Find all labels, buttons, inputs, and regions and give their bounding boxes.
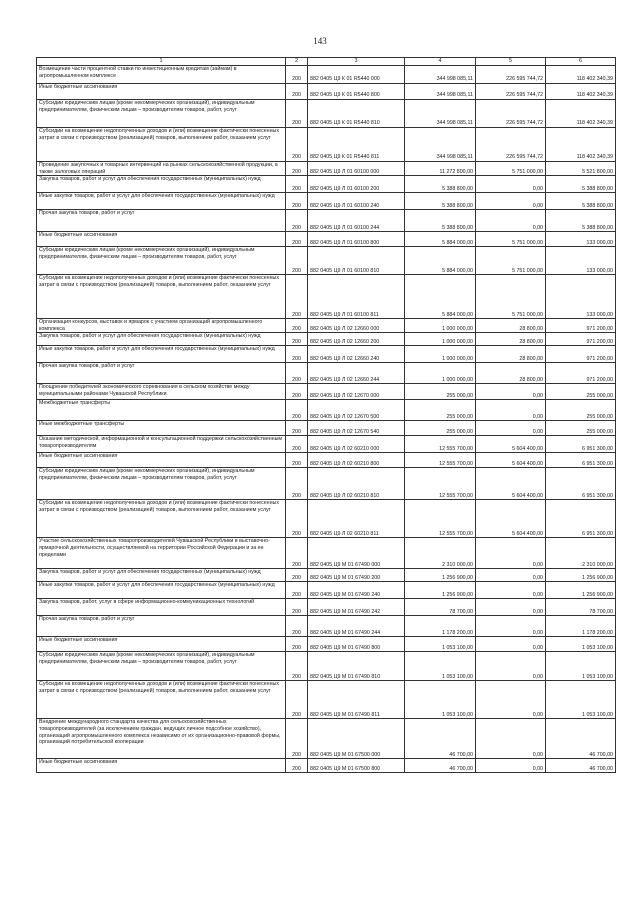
row-assigned: 1 000 000,00 — [405, 319, 476, 333]
page-number: 143 — [313, 36, 327, 46]
table-row — [37, 759, 616, 773]
row-gr: 200 — [286, 275, 308, 319]
row-assigned: 1 256 900,00 — [405, 569, 476, 582]
row-assigned: 12 555 700,00 — [405, 500, 476, 538]
row-name: Иные бюджетные ассигнования — [37, 453, 286, 468]
row-gr: 200 — [286, 346, 308, 363]
row-code: 882 0405 Ц9 Л 02 12670 540 — [308, 421, 405, 436]
row-assigned: 5 884 000,00 — [405, 247, 476, 275]
table-row — [37, 232, 616, 247]
row-executed: 5 751 000,00 — [476, 275, 546, 319]
row-remainder: 255 000,00 — [546, 400, 616, 421]
row-code: 882 0405 Ц9 Л 02 12670 500 — [308, 400, 405, 421]
row-assigned: 5 388 800,00 — [405, 210, 476, 232]
row-executed: 0,00 — [476, 176, 546, 193]
row-remainder: 255 000,00 — [546, 421, 616, 436]
table-row — [37, 247, 616, 275]
row-remainder: 6 951 300,00 — [546, 468, 616, 500]
row-code: 882 0405 Ц9 М 01 67490 240 — [308, 582, 405, 599]
table-row — [37, 176, 616, 193]
row-name: Закупка товаров, работ и услуг для обеспечения государственных (муниципальных) нужд — [37, 333, 286, 346]
table-row — [37, 84, 616, 100]
row-assigned: 255 000,00 — [405, 421, 476, 436]
row-name: Прочая закупка товаров, работ и услуг — [37, 363, 286, 384]
row-name: Иные закупки товаров, работ и услуг для обеспечения государственных (муниципальных) нужд — [37, 346, 286, 363]
row-gr: 200 — [286, 66, 308, 84]
row-code: 882 0405 Ц9 Л 02 60210 810 — [308, 468, 405, 500]
row-remainder: 6 951 300,00 — [546, 500, 616, 538]
row-remainder: 5 521 800,00 — [546, 162, 616, 176]
row-gr: 200 — [286, 599, 308, 616]
row-assigned: 46 700,00 — [405, 719, 476, 759]
table-row — [37, 421, 616, 436]
row-executed: 28 800,00 — [476, 346, 546, 363]
row-name: Иные закупки товаров, работ и услуг для обеспечения государственных (муниципальных) нужд — [37, 193, 286, 210]
row-assigned: 11 272 800,00 — [405, 162, 476, 176]
row-executed: 0,00 — [476, 384, 546, 400]
row-remainder: 971 200,00 — [546, 333, 616, 346]
row-code: 882 0405 Ц9 Л 01 60100 811 — [308, 275, 405, 319]
row-remainder: 5 388 800,00 — [546, 176, 616, 193]
table-row — [37, 582, 616, 599]
table-row — [37, 193, 616, 210]
row-name: Иные бюджетные ассигнования — [37, 759, 286, 773]
row-remainder: 1 053 100,00 — [546, 637, 616, 652]
row-code: 882 0405 Ц9 Л 01 60100 000 — [308, 162, 405, 176]
row-code: 882 0405 Ц9 Л 01 60100 244 — [308, 210, 405, 232]
row-gr: 200 — [286, 500, 308, 538]
row-gr: 200 — [286, 84, 308, 100]
row-executed: 226 595 744,72 — [476, 66, 546, 84]
row-executed: 5 604 400,00 — [476, 436, 546, 453]
row-gr: 200 — [286, 128, 308, 162]
row-assigned: 344 998 085,11 — [405, 84, 476, 100]
row-gr: 200 — [286, 652, 308, 681]
row-executed: 0,00 — [476, 421, 546, 436]
row-code: 882 0405 Ц9 Л 02 60210 800 — [308, 453, 405, 468]
row-gr: 200 — [286, 333, 308, 346]
row-code: 882 0405 Ц9 М 01 67490 800 — [308, 637, 405, 652]
table-row — [37, 599, 616, 616]
table-row — [37, 333, 616, 346]
row-executed: 28 800,00 — [476, 363, 546, 384]
row-executed: 226 595 744,72 — [476, 84, 546, 100]
row-name: Иные межбюджетные трансферты — [37, 421, 286, 436]
row-gr: 200 — [286, 637, 308, 652]
column-number-row — [37, 58, 616, 66]
column-number: 5 — [476, 58, 546, 66]
row-gr: 200 — [286, 247, 308, 275]
row-code: 882 0405 Ц9 М 01 67490 810 — [308, 652, 405, 681]
column-number: 3 — [308, 58, 405, 66]
row-gr: 200 — [286, 232, 308, 247]
row-name: Субсидии юридическим лицам (кроме некоммерческих организаций), индивидуальным предпринимателям, физическим лицам – производителям товаров, работ, услуг — [37, 468, 286, 500]
table-row — [37, 652, 616, 681]
row-remainder: 1 178 200,00 — [546, 616, 616, 637]
row-assigned: 1 000 000,00 — [405, 363, 476, 384]
row-gr: 200 — [286, 453, 308, 468]
table-row — [37, 719, 616, 759]
row-assigned: 1 178 200,00 — [405, 616, 476, 637]
row-assigned: 344 998 085,11 — [405, 100, 476, 128]
row-remainder: 133 000,00 — [546, 232, 616, 247]
row-assigned: 78 700,00 — [405, 599, 476, 616]
row-code: 882 0405 Ц9 М 01 67490 200 — [308, 569, 405, 582]
row-remainder: 78 700,00 — [546, 599, 616, 616]
table-row — [37, 538, 616, 569]
row-code: 882 0405 Ц9 Л 02 12660 240 — [308, 346, 405, 363]
row-code: 882 0405 Ц9 М 01 67500 800 — [308, 759, 405, 773]
table-row — [37, 100, 616, 128]
row-assigned: 1 053 100,00 — [405, 681, 476, 719]
row-code: 882 0405 Ц9 Л 02 60210 811 — [308, 500, 405, 538]
row-assigned: 12 555 700,00 — [405, 468, 476, 500]
row-executed: 5 604 400,00 — [476, 468, 546, 500]
row-executed: 0,00 — [476, 637, 546, 652]
row-code: 882 0405 Ц9 Л 02 12660 244 — [308, 363, 405, 384]
row-code: 882 0405 Ц9 Л 02 12660 000 — [308, 319, 405, 333]
row-assigned: 5 388 800,00 — [405, 193, 476, 210]
row-name: Закупка товаров, работ, услуг в сфере информационно-коммуникационных технологий — [37, 599, 286, 616]
table-row — [37, 319, 616, 333]
row-name: Закупка товаров, работ и услуг для обеспечения государственных (муниципальных) нужд — [37, 569, 286, 582]
table-row — [37, 468, 616, 500]
row-name: Поощрение победителей экономического соревнования в сельском хозяйстве между муниципальными районами Чувашской Республики — [37, 384, 286, 400]
row-code: 882 0405 Ц9 Л 01 60100 240 — [308, 193, 405, 210]
row-remainder: 133 000,00 — [546, 247, 616, 275]
row-executed: 5 751 000,00 — [476, 247, 546, 275]
row-remainder: 118 402 340,39 — [546, 100, 616, 128]
row-code: 882 0405 Ц9 М 01 67490 000 — [308, 538, 405, 569]
row-executed: 28 800,00 — [476, 333, 546, 346]
row-name: Участие сельскохозяйственных товаропроизводителей Чувашской Республики в выставочно-ярмарочной деятельности, осуществляемой на территории Российской Федерации и за ее пределами — [37, 538, 286, 569]
row-executed: 226 595 744,72 — [476, 128, 546, 162]
row-remainder: 1 053 100,00 — [546, 681, 616, 719]
row-gr: 200 — [286, 582, 308, 599]
row-executed: 226 595 744,72 — [476, 100, 546, 128]
budget-table — [36, 57, 616, 773]
row-executed: 0,00 — [476, 193, 546, 210]
row-remainder: 971 200,00 — [546, 346, 616, 363]
row-assigned: 1 000 000,00 — [405, 346, 476, 363]
row-code: 882 0405 Ц9 К 01 R5440 811 — [308, 128, 405, 162]
row-gr: 200 — [286, 176, 308, 193]
row-assigned: 46 700,00 — [405, 759, 476, 773]
table-row — [37, 637, 616, 652]
row-code: 882 0405 Ц9 М 01 67500 000 — [308, 719, 405, 759]
table-row — [37, 162, 616, 176]
table-row — [37, 400, 616, 421]
row-name: Субсидии на возмещение недополученных доходов и (или) возмещение фактически понесенных затрат в связи с производством (реализацией) товаров, выполнением работ, оказанием услуг — [37, 128, 286, 162]
row-executed: 5 604 400,00 — [476, 500, 546, 538]
row-executed: 0,00 — [476, 681, 546, 719]
row-remainder: 1 053 100,00 — [546, 652, 616, 681]
row-name: Оказание методической, информационной и консультационной поддержки сельскохозяйственным товаропроизводителям — [37, 436, 286, 453]
row-gr: 200 — [286, 616, 308, 637]
row-remainder: 6 951 300,00 — [546, 453, 616, 468]
row-gr: 200 — [286, 681, 308, 719]
row-assigned: 2 310 000,00 — [405, 538, 476, 569]
row-code: 882 0405 Ц9 К 01 R5440 000 — [308, 66, 405, 84]
row-remainder: 5 388 800,00 — [546, 193, 616, 210]
row-gr: 200 — [286, 162, 308, 176]
row-code: 882 0405 Ц9 Л 02 60210 000 — [308, 436, 405, 453]
row-code: 882 0405 Ц9 Л 01 60100 800 — [308, 232, 405, 247]
row-code: 882 0405 Ц9 М 01 67490 242 — [308, 599, 405, 616]
row-gr: 200 — [286, 363, 308, 384]
table-row — [37, 616, 616, 637]
row-assigned: 344 998 085,11 — [405, 128, 476, 162]
row-remainder: 2 310 000,00 — [546, 538, 616, 569]
table-row — [37, 500, 616, 538]
table-row — [37, 66, 616, 84]
row-executed: 0,00 — [476, 538, 546, 569]
row-remainder: 118 402 340,39 — [546, 66, 616, 84]
row-gr: 200 — [286, 210, 308, 232]
row-gr: 200 — [286, 436, 308, 453]
row-name: Внедрение международного стандарта качества для сельскохозяйственных товаропроизводителей (за исключением граждан, ведущих личное подсобное хозяйство), организаций агропромышленного комплекса независимо от их организационно-правовой формы, организаций потребительской кооперации — [37, 719, 286, 759]
row-gr: 200 — [286, 569, 308, 582]
row-code: 882 0405 Ц9 К 01 R5440 800 — [308, 84, 405, 100]
row-remainder: 46 700,00 — [546, 759, 616, 773]
column-number: 4 — [405, 58, 476, 66]
row-name: Субсидии юридическим лицам (кроме некоммерческих организаций), индивидуальным предпринимателям, физическим лицам – производителям товаров, работ, услуг — [37, 247, 286, 275]
row-name: Субсидии на возмещение недополученных доходов и (или) возмещение фактически понесенных затрат в связи с производством (реализацией) товаров, выполнением работ, оказанием услуг — [37, 275, 286, 319]
row-remainder: 1 256 900,00 — [546, 582, 616, 599]
row-name: Субсидии юридическим лицам (кроме некоммерческих организаций), индивидуальным предпринимателям, физическим лицам – производителям товаров, работ, услуг — [37, 652, 286, 681]
row-code: 882 0405 Ц9 Л 02 12660 200 — [308, 333, 405, 346]
row-executed: 5 751 000,00 — [476, 162, 546, 176]
row-code: 882 0405 Ц9 М 01 67490 811 — [308, 681, 405, 719]
table-row — [37, 384, 616, 400]
row-executed: 5 751 000,00 — [476, 232, 546, 247]
row-executed: 5 604 400,00 — [476, 453, 546, 468]
row-assigned: 12 555 700,00 — [405, 436, 476, 453]
row-name: Возмещение части процентной ставки по инвестиционным кредитам (займам) в агропромышленном комплексе — [37, 66, 286, 84]
row-gr: 200 — [286, 384, 308, 400]
row-executed: 0,00 — [476, 616, 546, 637]
table-row — [37, 453, 616, 468]
row-executed: 0,00 — [476, 400, 546, 421]
row-name: Организация конкурсов, выставок и ярмарок с участием организаций агропромышленного комплекса — [37, 319, 286, 333]
row-executed: 0,00 — [476, 759, 546, 773]
row-assigned: 1 256 900,00 — [405, 582, 476, 599]
row-remainder: 5 388 800,00 — [546, 210, 616, 232]
row-assigned: 344 998 085,11 — [405, 66, 476, 84]
table-row — [37, 210, 616, 232]
row-gr: 200 — [286, 468, 308, 500]
row-remainder: 118 402 340,39 — [546, 128, 616, 162]
row-name: Иные бюджетные ассигнования — [37, 232, 286, 247]
table-row — [37, 128, 616, 162]
table-row — [37, 569, 616, 582]
row-gr: 200 — [286, 759, 308, 773]
table-row — [37, 681, 616, 719]
row-assigned: 5 388 800,00 — [405, 176, 476, 193]
table-row — [37, 363, 616, 384]
row-gr: 200 — [286, 400, 308, 421]
table-row — [37, 436, 616, 453]
row-name: Прочая закупка товаров, работ и услуг — [37, 210, 286, 232]
row-code: 882 0405 Ц9 Л 01 60100 810 — [308, 247, 405, 275]
table-row — [37, 275, 616, 319]
row-code: 882 0405 Ц9 К 01 R5440 810 — [308, 100, 405, 128]
row-assigned: 1 053 100,00 — [405, 652, 476, 681]
row-remainder: 118 402 340,39 — [546, 84, 616, 100]
row-name: Проведение закупочных и товарных интервенций на рынках сельскохозяйственной продукции, а также залоговых операций — [37, 162, 286, 176]
row-remainder: 133 000,00 — [546, 275, 616, 319]
row-name: Субсидии юридическим лицам (кроме некоммерческих организаций), индивидуальным предпринимателям, физическим лицам – производителям товаров, работ, услуг — [37, 100, 286, 128]
row-executed: 0,00 — [476, 599, 546, 616]
row-executed: 0,00 — [476, 582, 546, 599]
row-remainder: 1 256 900,00 — [546, 569, 616, 582]
row-name: Иные бюджетные ассигнования — [37, 637, 286, 652]
row-remainder: 971 200,00 — [546, 319, 616, 333]
row-executed: 0,00 — [476, 210, 546, 232]
row-gr: 200 — [286, 421, 308, 436]
row-name: Иные закупки товаров, работ и услуг для обеспечения государственных (муниципальных) нужд — [37, 582, 286, 599]
row-name: Иные бюджетные ассигнования — [37, 84, 286, 100]
row-assigned: 255 000,00 — [405, 400, 476, 421]
row-executed: 0,00 — [476, 719, 546, 759]
row-assigned: 1 053 100,00 — [405, 637, 476, 652]
row-gr: 200 — [286, 100, 308, 128]
row-name: Межбюджетные трансферты — [37, 400, 286, 421]
row-code: 882 0405 Ц9 Л 01 60100 200 — [308, 176, 405, 193]
row-executed: 0,00 — [476, 652, 546, 681]
table-row — [37, 346, 616, 363]
row-assigned: 255 000,00 — [405, 384, 476, 400]
row-gr: 200 — [286, 193, 308, 210]
row-executed: 0,00 — [476, 569, 546, 582]
row-assigned: 5 884 000,00 — [405, 275, 476, 319]
row-gr: 200 — [286, 538, 308, 569]
column-number: 2 — [286, 58, 308, 66]
row-name: Закупка товаров, работ и услуг для обеспечения государственных (муниципальных) нужд — [37, 176, 286, 193]
row-assigned: 12 555 700,00 — [405, 453, 476, 468]
row-executed: 28 800,00 — [476, 319, 546, 333]
row-remainder: 6 951 300,00 — [546, 436, 616, 453]
row-assigned: 5 884 000,00 — [405, 232, 476, 247]
column-number: 1 — [37, 58, 286, 66]
row-code: 882 0405 Ц9 М 01 67490 244 — [308, 616, 405, 637]
row-remainder: 971 200,00 — [546, 363, 616, 384]
row-name: Субсидии на возмещение недополученных доходов и (или) возмещение фактически понесенных затрат в связи с производством (реализацией) товаров, выполнением работ, оказанием услуг — [37, 681, 286, 719]
row-remainder: 255 000,00 — [546, 384, 616, 400]
row-name: Прочая закупка товаров, работ и услуг — [37, 616, 286, 637]
row-name: Субсидии на возмещение недополученных доходов и (или) возмещение фактически понесенных затрат в связи с производством (реализацией) товаров, выполнением работ, оказанием услуг — [37, 500, 286, 538]
row-gr: 200 — [286, 719, 308, 759]
row-assigned: 1 000 000,00 — [405, 333, 476, 346]
row-gr: 200 — [286, 319, 308, 333]
column-number: 6 — [546, 58, 616, 66]
row-remainder: 46 700,00 — [546, 719, 616, 759]
row-code: 882 0405 Ц9 Л 02 12670 000 — [308, 384, 405, 400]
